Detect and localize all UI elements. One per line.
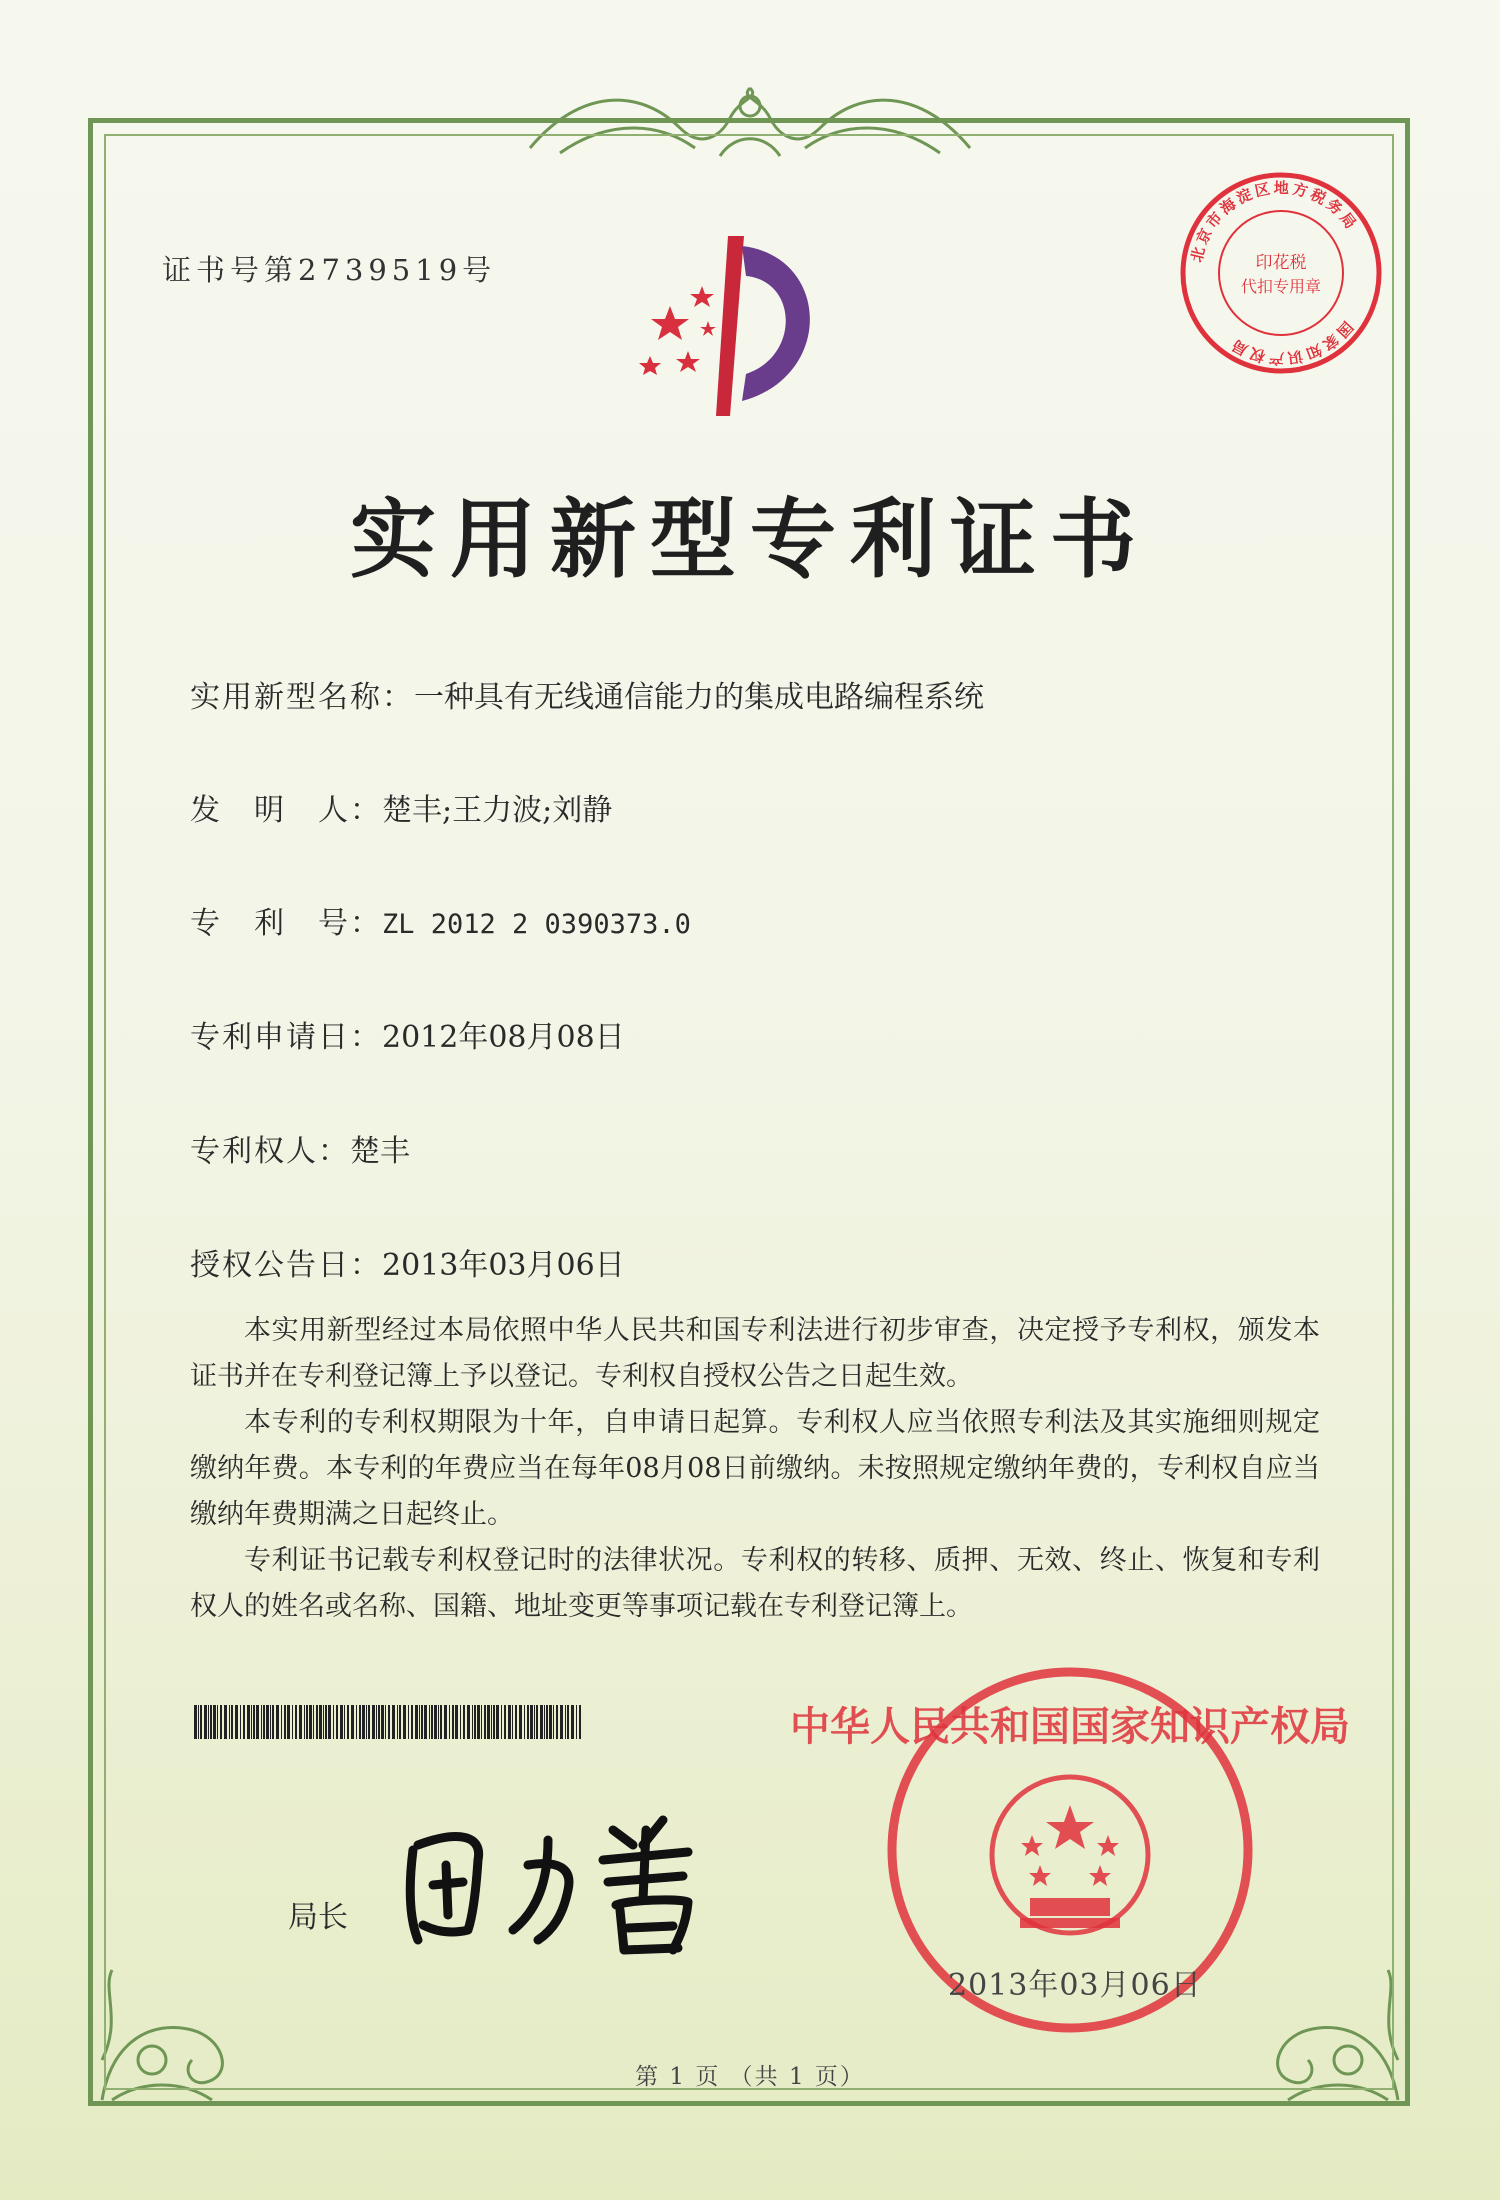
grant-date-value: 2013年03月06日: [382, 1248, 625, 1283]
utility-model-name-value: 一种具有无线通信能力的集成电路编程系统: [414, 680, 984, 715]
body-paragraph-1: 本实用新型经过本局依照中华人民共和国专利法进行初步审查，决定授予专利权，颁发本证书并在专利登记簿上予以登记。专利权自授权公告之日起生效。: [190, 1315, 1320, 1392]
grant-date-row: [190, 1240, 625, 1284]
body-paragraph-3: 专利证书记载专利权登记时的法律状况。专利权的转移、质押、无效、终止、恢复和专利权人的姓名或名称、国籍、地址变更等事项记载在专利登记簿上。: [190, 1545, 1320, 1622]
tax-stamp-seal: [1176, 168, 1386, 378]
inventor-label: 发 明 人：: [190, 793, 382, 828]
director-label: 局长: [288, 1900, 348, 1935]
certificate-number: 证书号第2739519号: [162, 253, 497, 287]
seal-date: 2013年03月06日: [948, 1968, 1202, 2003]
svg-text:北京市海淀区地方税务局: 北京市海淀区地方税务局: [1187, 178, 1362, 264]
patentee-row: [190, 1126, 410, 1170]
filing-date-label: 专利申请日：: [190, 1020, 382, 1055]
sipo-emblem-icon: [630, 226, 870, 426]
grant-date-label: 授权公告日：: [190, 1248, 382, 1283]
page-indicator: 第 1 页 （共 1 页）: [635, 2064, 865, 2090]
filing-date-value: 2012年08月08日: [382, 1020, 625, 1055]
director-signature: [388, 1790, 728, 1970]
patentee-label: 专利权人：: [190, 1134, 350, 1169]
body-paragraph-2: 本专利的专利权期限为十年，自申请日起算。专利权人应当依照专利法及其实施细则规定缴纳年费。本专利的年费应当在每年08月08日前缴纳。未按照规定缴纳年费的，专利权自应当缴纳年费期满之日起终止。: [190, 1407, 1320, 1530]
svg-text:国家知识产权局: 国家知识产权局: [1226, 317, 1357, 368]
inventor-value: 楚丰;王力波;刘静: [382, 793, 613, 828]
seal-ring-text: 中华人民共和国国家知识产权局: [790, 1704, 1350, 1750]
patent-number-value: ZL 2012 2 0390373.0: [382, 909, 691, 940]
utility-model-name-row: [190, 672, 984, 716]
filing-date-row: [190, 1012, 625, 1056]
certificate-body: [190, 1308, 1320, 1630]
patentee-value: 楚丰: [350, 1134, 410, 1169]
svg-text:印花税: 印花税: [1255, 253, 1307, 273]
patent-number-label: 专 利 号：: [190, 906, 382, 941]
certificate-title: 实用新型专利证书: [350, 490, 1150, 590]
utility-model-name-label: 实用新型名称：: [190, 680, 414, 715]
barcode: [194, 1705, 584, 1739]
patent-number-row: [190, 898, 691, 942]
inventor-row: [190, 785, 612, 829]
svg-text:代扣专用章: 代扣专用章: [1240, 277, 1322, 296]
